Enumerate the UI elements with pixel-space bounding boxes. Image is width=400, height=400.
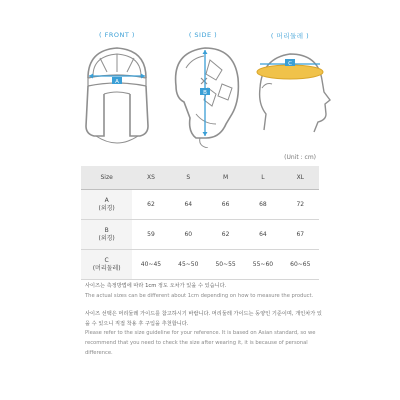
cell-c-m: 50~55 <box>207 250 244 280</box>
header-cell-s: S <box>170 166 207 190</box>
cell-c-xl: 60~65 <box>282 250 319 280</box>
cell-b-xl: 67 <box>282 220 319 250</box>
cell-a-l: 68 <box>244 190 281 220</box>
cell-c-s: 45~50 <box>170 250 207 280</box>
label-b-side: B <box>203 89 207 96</box>
note-korean-1: 사이즈는 측정방법에 따라 1cm 정도 오차가 있을 수 있습니다. <box>85 283 227 289</box>
table-row-a <box>81 190 319 220</box>
note-english-1: The actual sizes can be different about 1cm depending on how to measure the product. <box>85 292 314 299</box>
cell-a-xs: 62 <box>132 190 169 220</box>
header-cell-xl: XL <box>282 166 319 190</box>
row-b-head <box>81 220 132 250</box>
cell-b-m: 62 <box>207 220 244 250</box>
note-english-2: Please refer to the size guideline for your reference. It is based on Asian standard, so we recommend that you need to check the size after wearing it, it is because of personal difference. <box>85 330 316 356</box>
label-a-front: A <box>115 78 119 85</box>
unit-label: (Unit : cm) <box>284 154 316 161</box>
cell-b-xs: 59 <box>132 220 169 250</box>
header-cell-size: Size <box>81 166 132 190</box>
helmet-side-view <box>176 48 239 148</box>
header-cell-xs: XS <box>132 166 169 190</box>
row-a-sublabel: (외경) <box>98 204 115 212</box>
note-korean-2: 사이즈 선택은 머리둘레 가이드를 참고하시기 바랍니다. 머리둘레 가이드는 동양인 기준이며, 개인차가 있을 수 있으니 직접 착용 후 구입을 추천합니다. <box>85 311 322 327</box>
side-caption: ( SIDE ) <box>188 31 218 39</box>
cell-a-s: 64 <box>170 190 207 220</box>
helmet-illustrations <box>0 28 400 148</box>
cell-b-l: 64 <box>244 220 281 250</box>
header-cell-l: L <box>244 166 281 190</box>
size-table <box>81 166 319 280</box>
cell-b-s: 60 <box>170 220 207 250</box>
row-a-head <box>81 190 132 220</box>
size-notes <box>85 282 325 358</box>
label-c-head: C <box>288 60 292 67</box>
row-c-sublabel: (머리둘레) <box>92 264 121 272</box>
row-a-label: A <box>104 196 109 204</box>
table-row-c <box>81 250 319 280</box>
head-circumference-caption: ( 머리둘레 ) <box>270 32 310 40</box>
cell-a-m: 66 <box>207 190 244 220</box>
header-cell-m: M <box>207 166 244 190</box>
cell-c-l: 55~60 <box>244 250 281 280</box>
cell-c-xs: 40~45 <box>132 250 169 280</box>
row-c-head <box>81 250 132 280</box>
row-b-sublabel: (외경) <box>98 234 115 242</box>
table-row-b <box>81 220 319 250</box>
helmet-front-view <box>86 48 148 143</box>
row-b-label: B <box>104 226 109 234</box>
cell-a-xl: 72 <box>282 190 319 220</box>
row-c-label: C <box>104 256 109 264</box>
size-table-header-row <box>81 166 319 190</box>
front-caption: ( FRONT ) <box>99 31 135 39</box>
